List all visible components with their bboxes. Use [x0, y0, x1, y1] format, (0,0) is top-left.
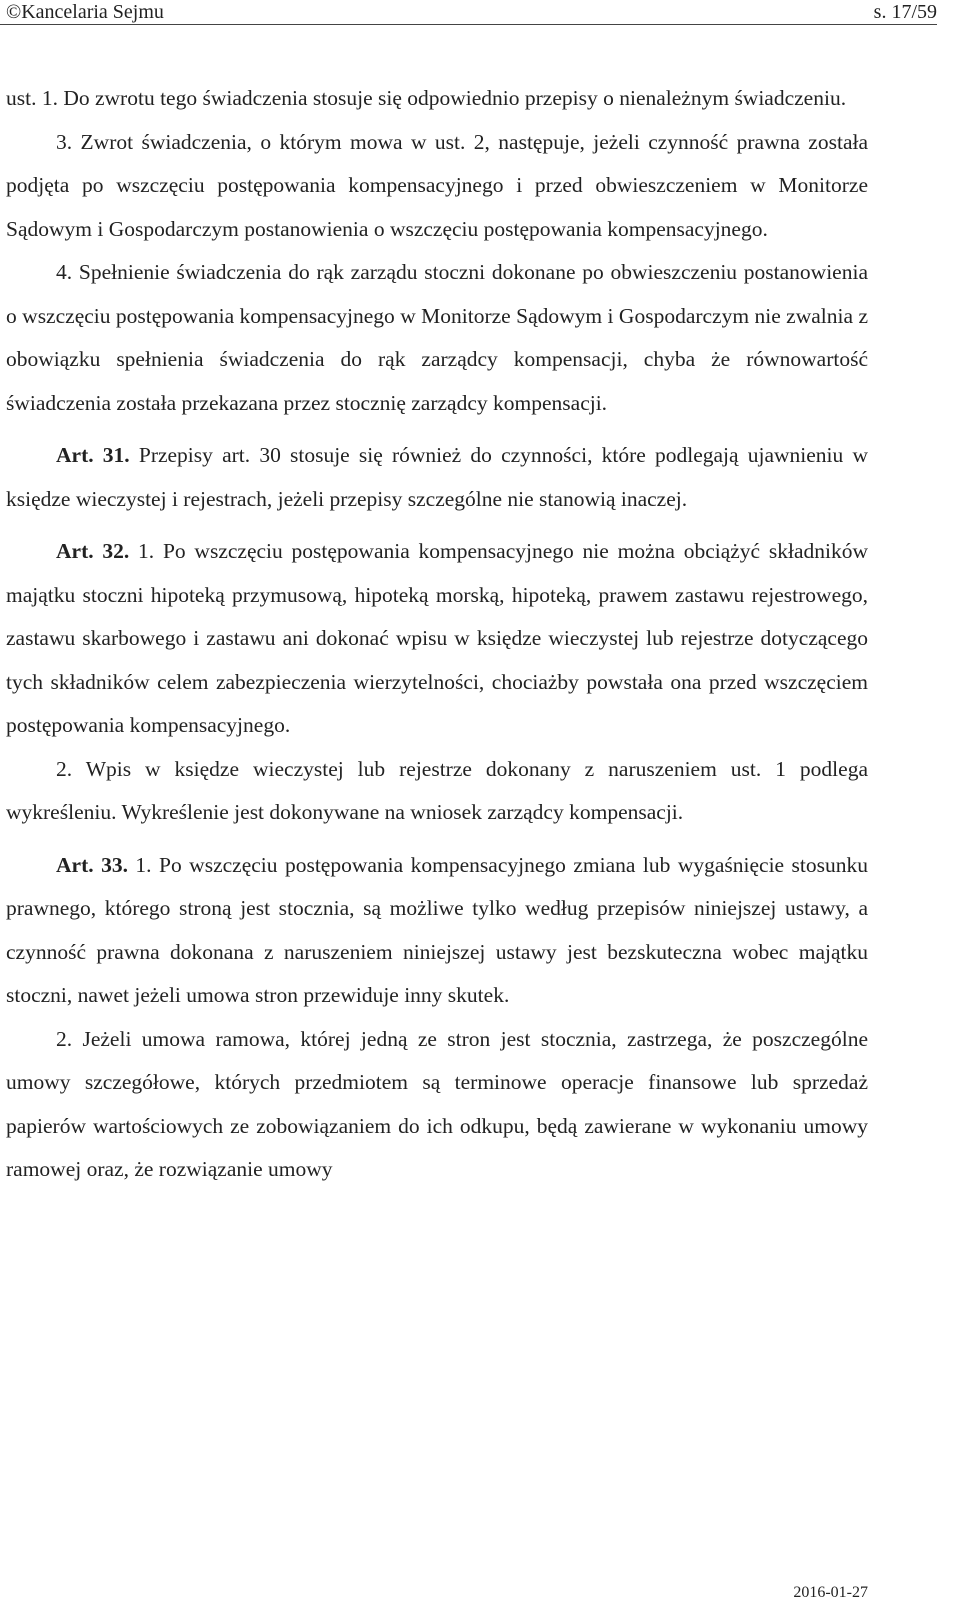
header-page-number: s. 17/59: [873, 1, 937, 23]
page-footer-date: 2016-01-27: [793, 1584, 868, 1601]
paragraph: 4. Spełnienie świadczenia do rąk zarządu stoczni dokonane po obwieszczeniu postanowienia o wszczęciu postępowania kompensacyjnego w Monitorze Sądowym i Gospodarczym nie zwalnia z obowiązku spełnienia świadczenia do rąk zarządcy kompensacji, chyba że równowartość świadczenia została przekazana przez stocznię zarządcy kompensacji.: [6, 260, 868, 415]
article-paragraph: Art. 33. 1. Po wszczęciu postępowania kompensacyjnego zmiana lub wygaśnięcie stosunku prawnego, którego stroną jest stocznia, są możliwe tylko według przepisów niniejszej ustawy, a czynność prawna dokonana z naruszeniem niniejszej ustawy jest bezskuteczna wobec majątku stoczni, nawet jeżeli umowa stron przewiduje inny skutek.: [6, 852, 868, 1007]
article-paragraph: Art. 32. 1. Po wszczęciu postępowania kompensacyjnego nie można obciążyć składników majątku stoczni hipoteką przymusową, hipoteką morską, hipoteką, prawem zastawu rejestrowego, zastawu skarbowego i zastawu ani dokonać wpisu w księdze wieczystej lub rejestrze dotyczącego tych składników celem zabezpieczenia wierzytelności, chociażby powstała ona przed wszczęciem postępowania kompensacyjnego.: [6, 539, 869, 737]
article-number: Art. 31.: [56, 443, 130, 467]
article-paragraph: Art. 31. Przepisy art. 30 stosuje się również do czynności, które podlegają ujawnieniu w księdze wieczystej i rejestrach, jeżeli przepisy szczególne nie stanowią inaczej.: [6, 443, 868, 511]
paragraph: 2. Wpis w księdze wieczystej lub rejestrze dokonany z naruszeniem ust. 1 podlega wykreśleniu. Wykreślenie jest dokonywane na wniosek zarządcy kompensacji.: [6, 756, 868, 824]
page-header: [0, 0, 937, 25]
paragraph: 2. Jeżeli umowa ramowa, której jedną ze stron jest stocznia, zastrzega, że poszczególne umowy szczegółowe, których przedmiotem są terminowe operacje finansowe lub sprzedaż papierów wartościowych ze zobowiązaniem do ich odkupu, będą zawierane w wykonaniu umowy ramowej oraz, że rozwiązanie umowy: [6, 1026, 868, 1181]
paragraph: ust. 1. Do zwrotu tego świadczenia stosuje się odpowiednio przepisy o nienależnym świadczeniu.: [6, 86, 847, 110]
paragraph: 3. Zwrot świadczenia, o którym mowa w ust. 2, następuje, jeżeli czynność prawna została podjęta po wszczęciu postępowania kompensacyjnego i przed obwieszczeniem w Monitorze Sądowym i Gospodarczym postanowienia o wszczęciu postępowania kompensacyjnego.: [6, 129, 868, 241]
article-number: Art. 32.: [56, 539, 130, 563]
header-publisher: ©Kancelaria Sejmu: [6, 1, 164, 23]
document-body: [6, 77, 868, 1192]
article-number: Art. 33.: [56, 852, 128, 877]
